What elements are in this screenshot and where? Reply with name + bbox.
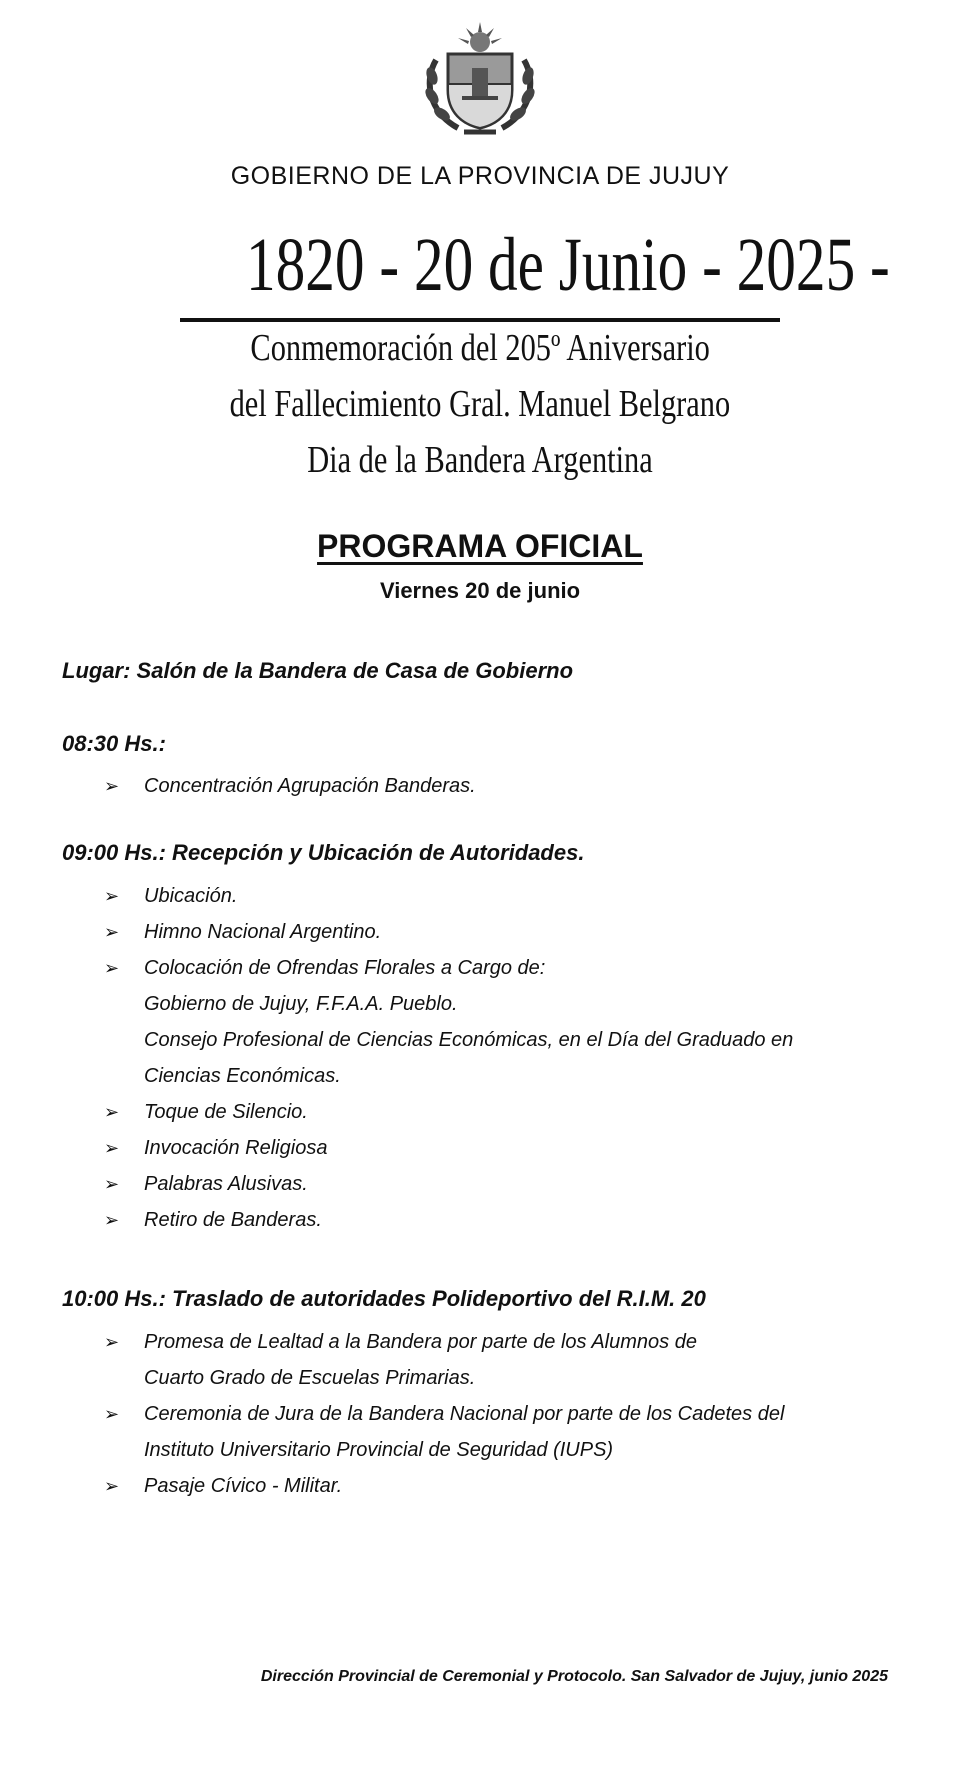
arrow-bullet-icon: ➢ — [104, 1174, 120, 1194]
arrow-bullet-icon: ➢ — [104, 776, 120, 796]
arrow-bullet-icon: ➢ — [104, 922, 120, 942]
section-heading-1000: 10:00 Hs.: Traslado de autoridades Polideportivo del R.I.M. 20 — [62, 1286, 706, 1311]
event-date-title: 1820 - 20 de Junio - 2025 - — [246, 223, 890, 307]
program-date: Viernes 20 de junio — [379, 578, 581, 603]
program-title: PROGRAMA OFICIAL — [317, 528, 643, 564]
arrow-bullet-icon: ➢ — [104, 886, 120, 906]
arrow-bullet-icon: ➢ — [104, 1102, 120, 1122]
subtitle-line-3: Dia de la Bandera Argentina — [307, 439, 653, 481]
section-heading-0900: 09:00 Hs.: Recepción y Ubicación de Autoridades. — [62, 840, 585, 865]
coat-of-arms-emblem — [418, 20, 542, 138]
title-underline — [180, 318, 780, 322]
section-heading-0830: 08:30 Hs.: — [62, 731, 166, 756]
arrow-bullet-icon: ➢ — [104, 1332, 120, 1352]
subtitle-line-1: Conmemoración del 205º Aniversario — [250, 327, 710, 369]
government-name: GOBIERNO DE LA PROVINCIA DE JUJUY — [230, 162, 730, 190]
arrow-bullet-icon: ➢ — [104, 958, 120, 978]
document-page: GOBIERNO DE LA PROVINCIA DE JUJUY 1820 - 20 de Junio - 2025 - Conmemoración del 205º Aniversario del Fallecimiento Gral. Manuel Belgrano Dia de la Bandera Argentina PROGRAMA OFICIAL Viernes 20 de junio Lugar: Salón de la Bandera de Casa de Gobierno 08:30 Hs.: ➢ Concentración Agrupación Banderas. 09:00 Hs.: Recepción y Ubicación de Autoridades. ➢ Ubicación. ➢ Himno Nacional Argentino. ➢ Colocación de Ofrendas Florales a Cargo de: Gobierno de Jujuy, F.F.A.A. Pueblo. Consejo Profesional de Ciencias Económicas, en el Día del Graduado en Ciencias Económicas. ➢ Toque de Silencio. ➢ Invocación Religiosa ➢ Palabras Alusivas. ➢ Retiro de Banderas. 10:00 Hs.: Traslado de autoridades Polideportivo del R.I.M. 20 ➢ Promesa de Lealtad a la Bandera por parte de los Alumnos de Cuarto Grado de Escuelas Primarias. ➢ Ceremonia de Jura de la Bandera Nacional por parte de los Cadetes del Instituto Universitario Provincial de Seguridad (IUPS) ➢ Pasaje Cívico - Militar. Dirección Provincial de Ceremonial y Protocolo. San Salvador de Jujuy, junio 2025 — [0, 0, 960, 1786]
arrow-bullet-icon: ➢ — [104, 1210, 120, 1230]
arrow-bullet-icon: ➢ — [104, 1404, 120, 1424]
arrow-bullet-icon: ➢ — [104, 1476, 120, 1496]
subtitle-line-2: del Fallecimiento Gral. Manuel Belgrano — [229, 383, 731, 425]
location-heading: Lugar: Salón de la Bandera de Casa de Gobierno — [62, 658, 574, 683]
arrow-bullet-icon: ➢ — [104, 1138, 120, 1158]
footer-credit: Dirección Provincial de Ceremonial y Protocolo. San Salvador de Jujuy, junio 2025 — [260, 1668, 888, 1685]
